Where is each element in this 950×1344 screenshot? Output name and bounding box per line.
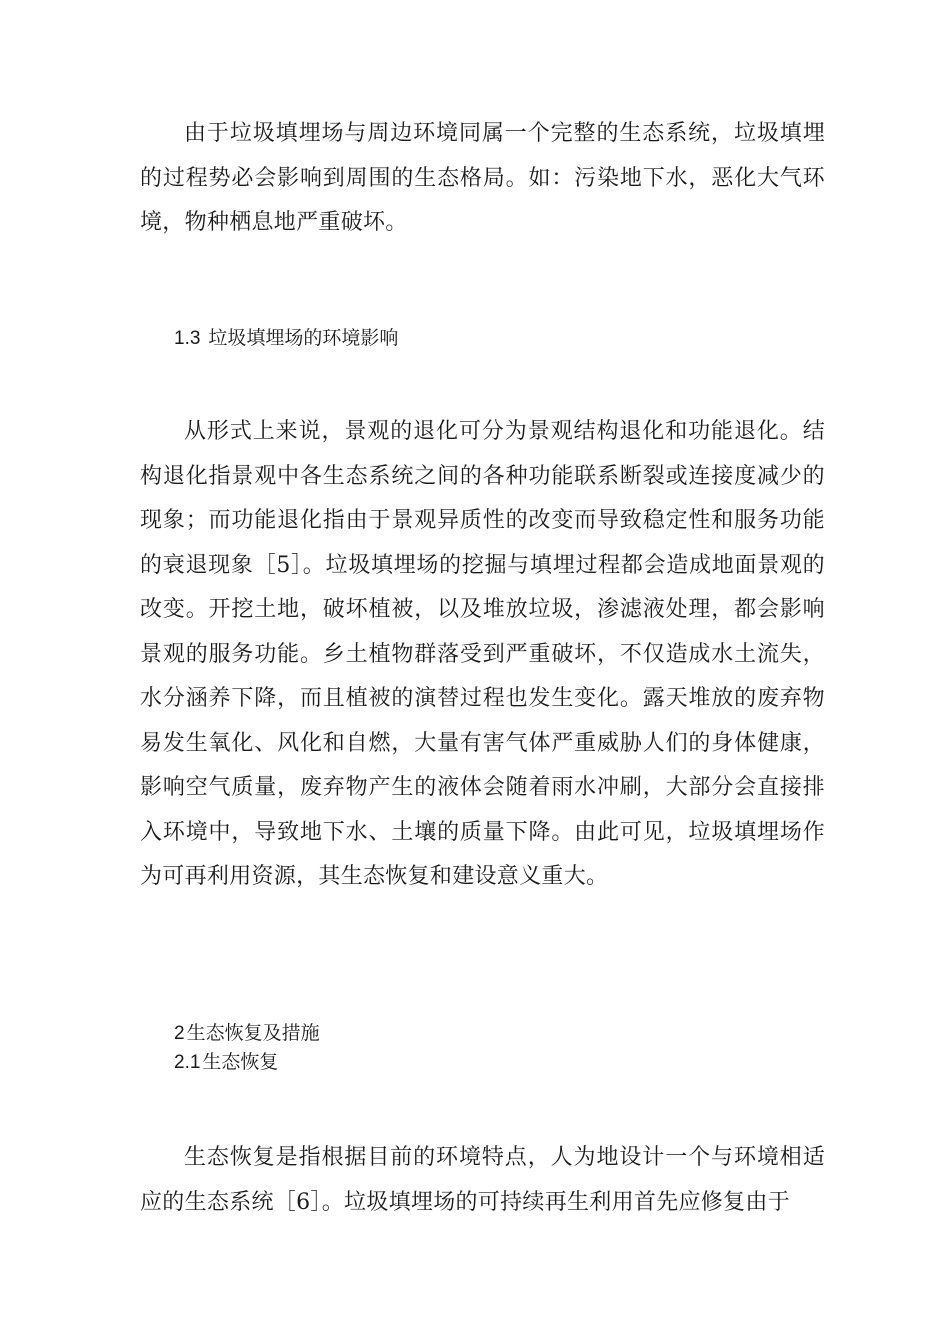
section-number: 1.3 xyxy=(174,328,201,349)
section-number: 2.1 xyxy=(174,1052,201,1073)
section-heading-2 xyxy=(174,1022,320,1046)
section-title: 生态恢复及措施 xyxy=(186,1023,320,1044)
section-heading-1-3 xyxy=(174,327,398,351)
section-number: 2 xyxy=(174,1023,185,1044)
body-paragraph: 由于垃圾填埋场与周边环境同属一个完整的生态系统，垃圾填埋的过程势必会影响到周围的生态格局。如：污染地下水，恶化大气环境，物种栖息地严重破坏。 xyxy=(140,121,825,235)
body-paragraph: 从形式上来说，景观的退化可分为景观结构退化和功能退化。结构退化指景观中各生态系统之间的各种功能联系断裂或连接度减少的现象；而功能退化指由于景观异质性的改变而导致稳定性和服务功能的衰退现象［5］。垃圾填埋场的挖掘与填埋过程都会造成地面景观的改变。开挖土地，破坏植被，以及堆放垃圾，渗滤液处理，都会影响景观的服务功能。乡土植物群落受到严重破坏，不仅造成水土流失，水分涵养下降，而且植被的演替过程也发生变化。露天堆放的废弃物易发生氧化、风化和自燃，大量有害气体严重威胁人们的身体健康，影响空气质量，废弃物产生的液体会随着雨水冲刷，大部分会直接排入环境中，导致地下水、土壤的质量下降。由此可见，垃圾填埋场作为可再利用资源，其生态恢复和建设意义重大。 xyxy=(140,419,825,889)
section-heading-2-1 xyxy=(174,1051,278,1075)
section-title: 垃圾填埋场的环境影响 xyxy=(208,328,399,349)
body-paragraph: 生态恢复是指根据目前的环境特点，人为地设计一个与环境相适应的生态系统［6］。垃圾填埋场的可持续再生利用首先应修复由于 xyxy=(140,1145,825,1215)
section-title: 生态恢复 xyxy=(202,1052,279,1073)
